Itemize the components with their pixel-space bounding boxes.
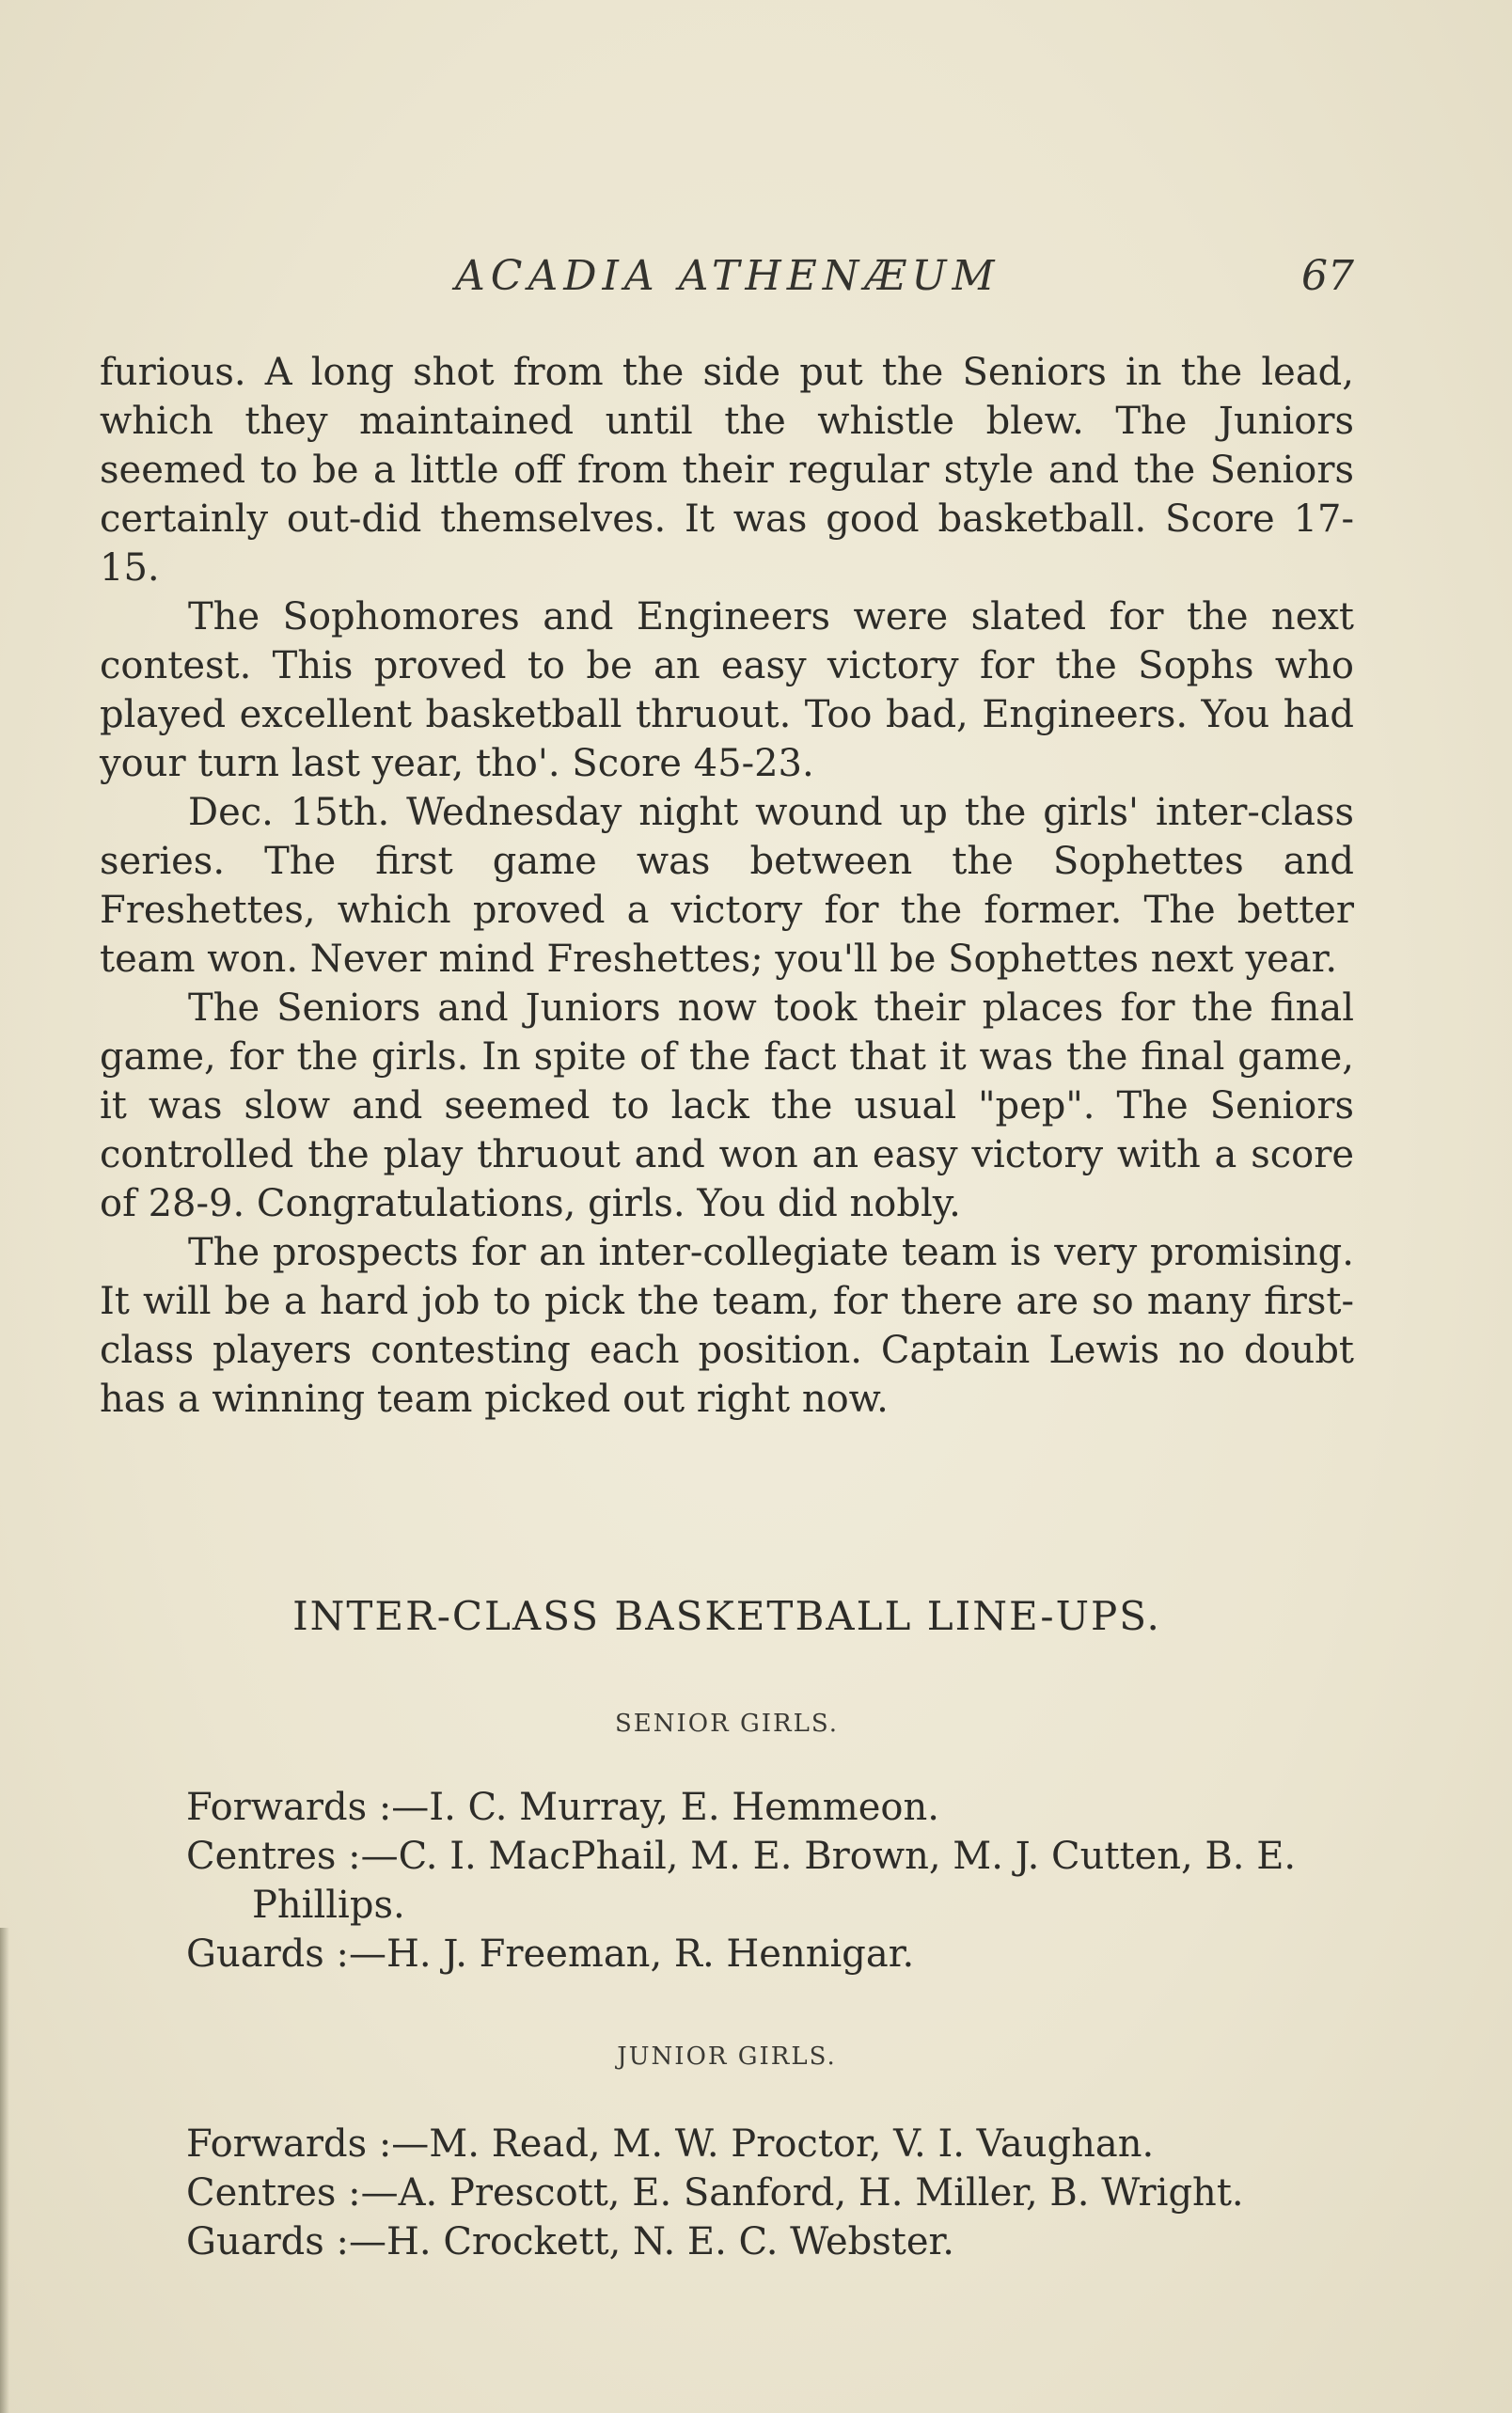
senior-centres: Centres :—C. I. MacPhail, M. E. Brown, M. J. Cutten, B. E. Phillips.	[186, 1835, 1297, 1927]
senior-guards: Guards :—H. J. Freeman, R. Hennigar.	[186, 1932, 915, 1976]
senior-forwards: Forwards :—I. C. Murray, E. Hemmeon.	[186, 1786, 939, 1829]
lineups-heading: INTER-CLASS BASKETBALL LINE-UPS.	[292, 1593, 1161, 1639]
junior-girls-lineup	[186, 2120, 1354, 2266]
junior-forwards: Forwards :—M. Read, M. W. Proctor, V. I. Vaughan.	[186, 2122, 1155, 2166]
article-body	[100, 348, 1354, 1424]
running-head	[98, 252, 1354, 308]
junior-girls-heading: JUNIOR GIRLS.	[617, 2042, 837, 2071]
journal-title: ACADIA ATHENÆUM	[455, 252, 1000, 300]
paragraph: Dec. 15th. Wednesday night wound up the girls' inter-class series. The first game was between the Sophettes and Freshettes, which proved a victory for the former. The better team won. Never mind Freshettes; you'll be Sophettes next year.	[100, 791, 1354, 981]
junior-guards: Guards :—H. Crockett, N. E. C. Webster.	[186, 2220, 954, 2263]
paragraph: The Seniors and Juniors now took their places for the final game, for the girls. In spite of the fact that it was the final game, it was slow and seemed to lack the usual "pep". The Seniors controlled the play thruout and won an easy victory with a score of 28-9. Congratulations, girls. You did nobly.	[100, 986, 1354, 1225]
senior-girls-heading: SENIOR GIRLS.	[615, 1710, 839, 1738]
junior-centres: Centres :—A. Prescott, E. Sanford, H. Miller, B. Wright.	[186, 2171, 1244, 2215]
senior-girls-lineup	[186, 1783, 1354, 1979]
paragraph: furious. A long shot from the side put the Seniors in the lead, which they maintained until the whistle blew. The Juniors seemed to be a little off from their regular style and the Seniors certainly out-did themselves. It was good basketball. Score 17-15.	[100, 351, 1354, 590]
page-edge-shadow	[0, 1928, 9, 2413]
page-number: 67	[1301, 252, 1354, 300]
paragraph: The prospects for an inter-collegiate team is very promising. It will be a hard job to pick the team, for there are so many first-class players contesting each position. Captain Lewis no doubt has a winning team picked out right now.	[100, 1231, 1354, 1421]
paragraph: The Sophomores and Engineers were slated for the next contest. This proved to be an easy victory for the Sophs who played excellent basketball thruout. Too bad, Engineers. You had your turn last year, tho'. Score 45-23.	[100, 595, 1354, 785]
